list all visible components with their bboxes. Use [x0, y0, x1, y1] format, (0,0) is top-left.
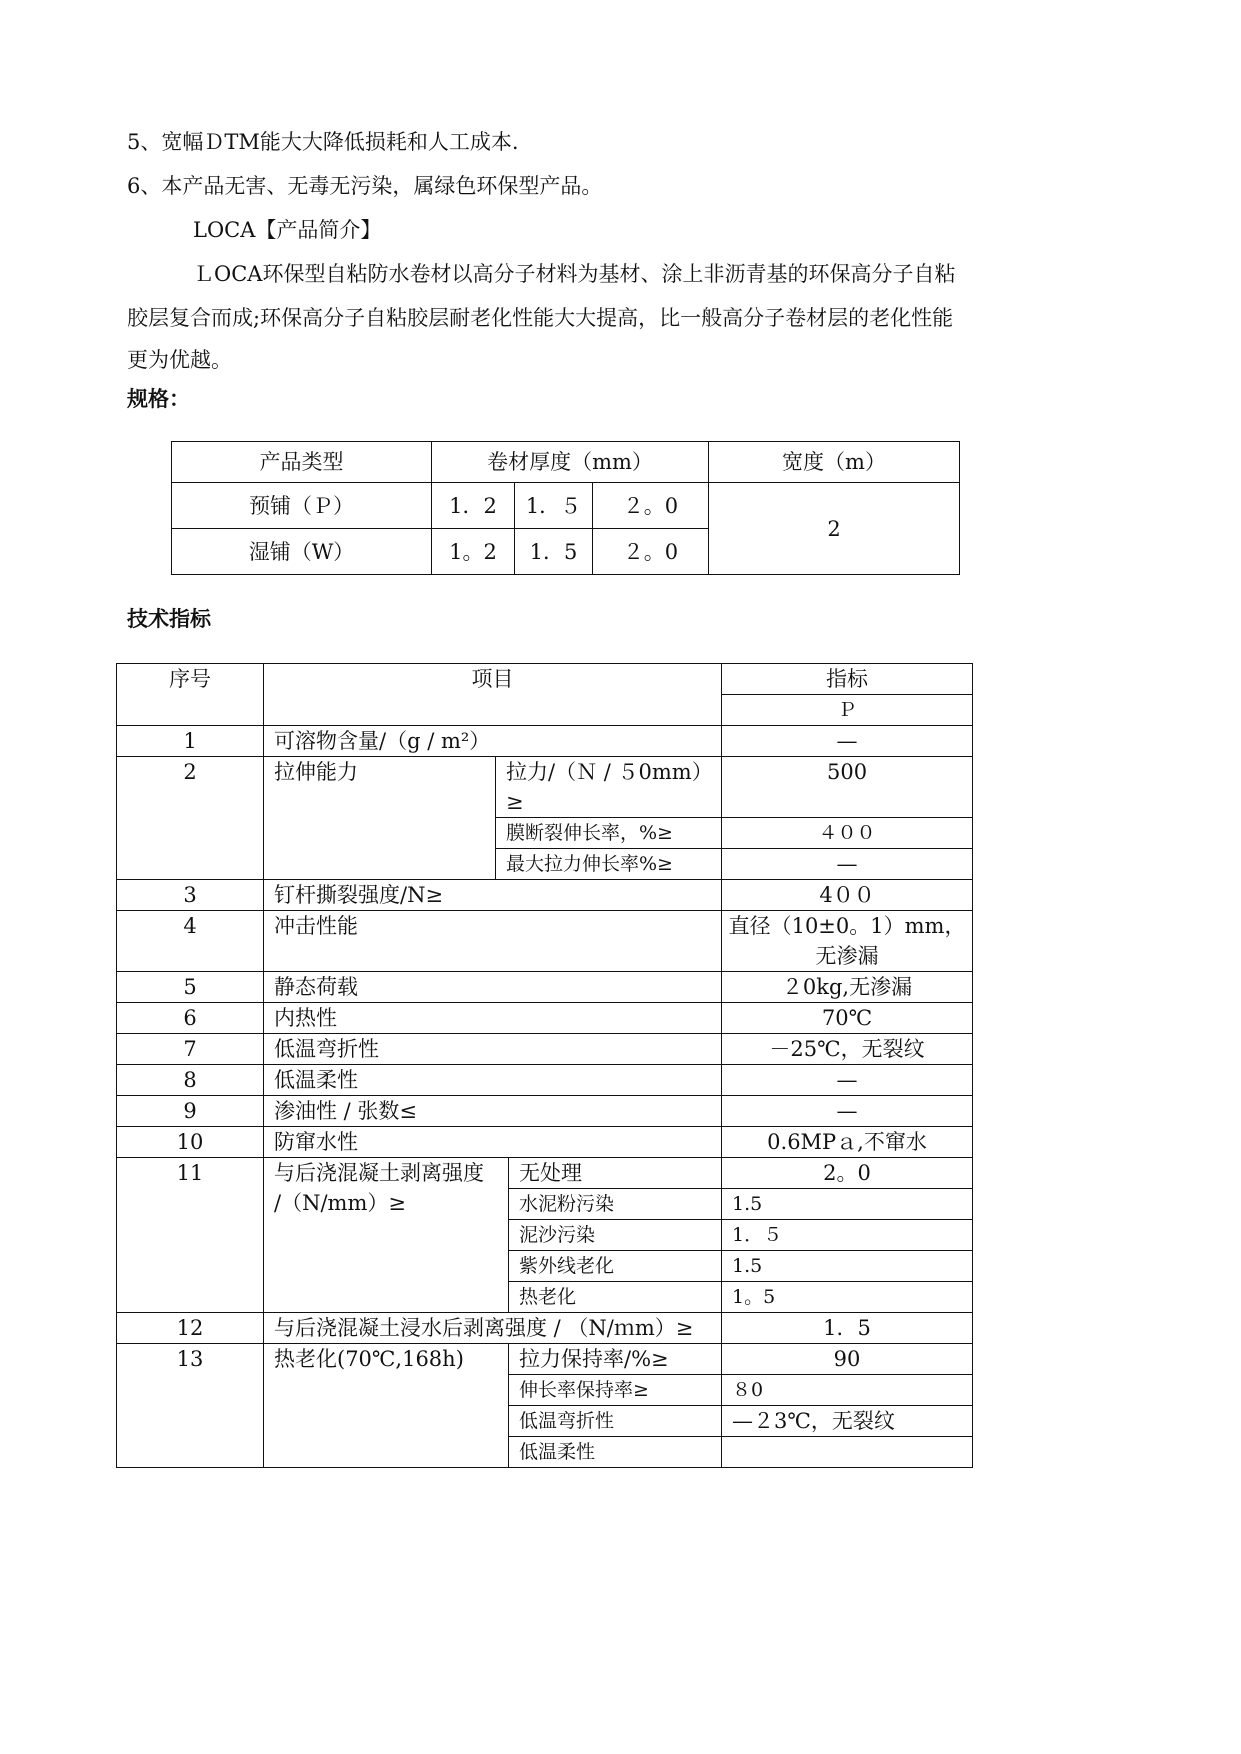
- row-value: —２3℃，无裂纹: [722, 1406, 973, 1437]
- row-no: 10: [117, 1127, 264, 1158]
- row-no: 6: [117, 1003, 264, 1034]
- row-subitem: 泥沙污染: [509, 1220, 722, 1251]
- tech-header-item: 项目: [264, 664, 722, 726]
- row-no: 7: [117, 1034, 264, 1065]
- row-item: 热老化(70℃,168h): [264, 1344, 509, 1468]
- row-subitem: 无处理: [509, 1158, 722, 1189]
- row-item: 冲击性能: [264, 911, 722, 972]
- row-item: 与后浇混凝土浸水后剥离强度 / （N/ｍm）≥: [264, 1313, 722, 1344]
- intro-heading: LOCA【产品简介】: [193, 218, 382, 242]
- row-item: 低温柔性: [264, 1065, 722, 1096]
- row-value: 4００: [722, 880, 973, 911]
- spec-header-type: 产品类型: [172, 442, 432, 483]
- spec-row-type: 湿铺（W）: [172, 529, 432, 575]
- row-subitem: 热老化: [509, 1282, 722, 1313]
- row-value: —: [722, 726, 973, 757]
- row-value: ２0kg,无渗漏: [722, 972, 973, 1003]
- row-no: 12: [117, 1313, 264, 1344]
- intro-paragraph-line-1: ＬOCA环保型自粘防水卷材以高分子材料为基材、涂上非沥青基的环保高分子自粘: [193, 262, 956, 286]
- row-value: 70℃: [722, 1003, 973, 1034]
- row-value: 1．５: [722, 1220, 973, 1251]
- row-subitem: 膜断裂伸长率，%≥: [496, 818, 722, 849]
- spec-row-thickness: 1．5: [515, 529, 593, 575]
- row-value: 2。0: [722, 1158, 973, 1189]
- row-value: 0.6MPａ,不窜水: [722, 1127, 973, 1158]
- row-subitem: 伸长率保持率≥: [509, 1375, 722, 1406]
- row-subitem: 拉力/（Ｎ / ５0mm）≥: [496, 757, 722, 818]
- row-item: 渗油性 / 张数≤: [264, 1096, 722, 1127]
- row-value-line: 无渗漏: [815, 944, 879, 968]
- row-value: 1．5: [722, 1313, 973, 1344]
- row-item-line: 与后浇混凝土剥离强度: [274, 1161, 484, 1185]
- row-item: 低温弯折性: [264, 1034, 722, 1065]
- tech-header-sub: Ｐ: [722, 695, 973, 726]
- intro-paragraph-line-3: 更为优越。: [127, 348, 232, 372]
- row-subitem: 低温弯折性: [509, 1406, 722, 1437]
- row-item: 防窜水性: [264, 1127, 722, 1158]
- row-item: 钉杆撕裂强度/N≥: [264, 880, 722, 911]
- spec-header-thickness: 卷材厚度（mm）: [432, 442, 709, 483]
- row-value: 500: [722, 757, 973, 818]
- row-subitem: 水泥粉污染: [509, 1189, 722, 1220]
- row-value: —: [722, 849, 973, 880]
- row-item: 可溶物含量/（g / m²）: [264, 726, 722, 757]
- row-item-line: /（N/mm）≥: [274, 1191, 406, 1215]
- spec-row-type: 预铺（Ｐ）: [172, 483, 432, 529]
- intro-paragraph-line-2: 胶层复合而成;环保高分子自粘胶层耐老化性能大大提高，比一般高分子卷材层的老化性能: [127, 306, 954, 330]
- row-no: 11: [117, 1158, 264, 1313]
- spec-header-width: 宽度（m）: [709, 442, 960, 483]
- row-value: ４００: [722, 818, 973, 849]
- row-value: —: [722, 1096, 973, 1127]
- tech-table: [116, 663, 973, 1468]
- row-item: 拉伸能力: [264, 757, 496, 880]
- spec-row-thickness: ２。0: [593, 529, 709, 575]
- spec-row-thickness: 1．５: [515, 483, 593, 529]
- feature-line-6: 6、本产品无害、无毒无污染，属绿色环保型产品。: [127, 174, 603, 198]
- spec-table: [171, 441, 960, 575]
- row-subitem: 拉力保持率/%≥: [509, 1344, 722, 1375]
- tech-title: 技术指标: [127, 607, 211, 631]
- row-no: 3: [117, 880, 264, 911]
- spec-row-thickness: 1。2: [432, 529, 515, 575]
- row-value: ８0: [722, 1375, 973, 1406]
- tech-header-index: 指标: [722, 664, 973, 695]
- row-value: 1.5: [722, 1189, 973, 1220]
- row-value: [722, 1437, 973, 1468]
- row-value: 90: [722, 1344, 973, 1375]
- row-value: —: [722, 1065, 973, 1096]
- tech-header-no: 序号: [117, 664, 264, 726]
- row-subitem: 最大拉力伸长率%≥: [496, 849, 722, 880]
- row-no: 2: [117, 757, 264, 880]
- row-item: 静态荷载: [264, 972, 722, 1003]
- row-value: 1.5: [722, 1251, 973, 1282]
- row-no: 9: [117, 1096, 264, 1127]
- spec-width-value: 2: [709, 483, 960, 575]
- row-no: 1: [117, 726, 264, 757]
- row-subitem: 低温柔性: [509, 1437, 722, 1468]
- row-no: 5: [117, 972, 264, 1003]
- spec-row-thickness: ２。0: [593, 483, 709, 529]
- row-value-line: 直径（10±0。1）mm，: [728, 914, 966, 938]
- row-item: [264, 1158, 509, 1313]
- spec-row-thickness: 1．2: [432, 483, 515, 529]
- feature-line-5: 5、宽幅ＤTM能大大降低损耗和人工成本.: [127, 130, 519, 154]
- row-no: 8: [117, 1065, 264, 1096]
- row-no: 4: [117, 911, 264, 972]
- row-item: 内热性: [264, 1003, 722, 1034]
- row-no: 13: [117, 1344, 264, 1468]
- row-value: －25℃，无裂纹: [722, 1034, 973, 1065]
- spec-title: 规格：: [127, 387, 190, 411]
- row-value: [722, 911, 973, 972]
- row-subitem: 紫外线老化: [509, 1251, 722, 1282]
- row-value: 1。5: [722, 1282, 973, 1313]
